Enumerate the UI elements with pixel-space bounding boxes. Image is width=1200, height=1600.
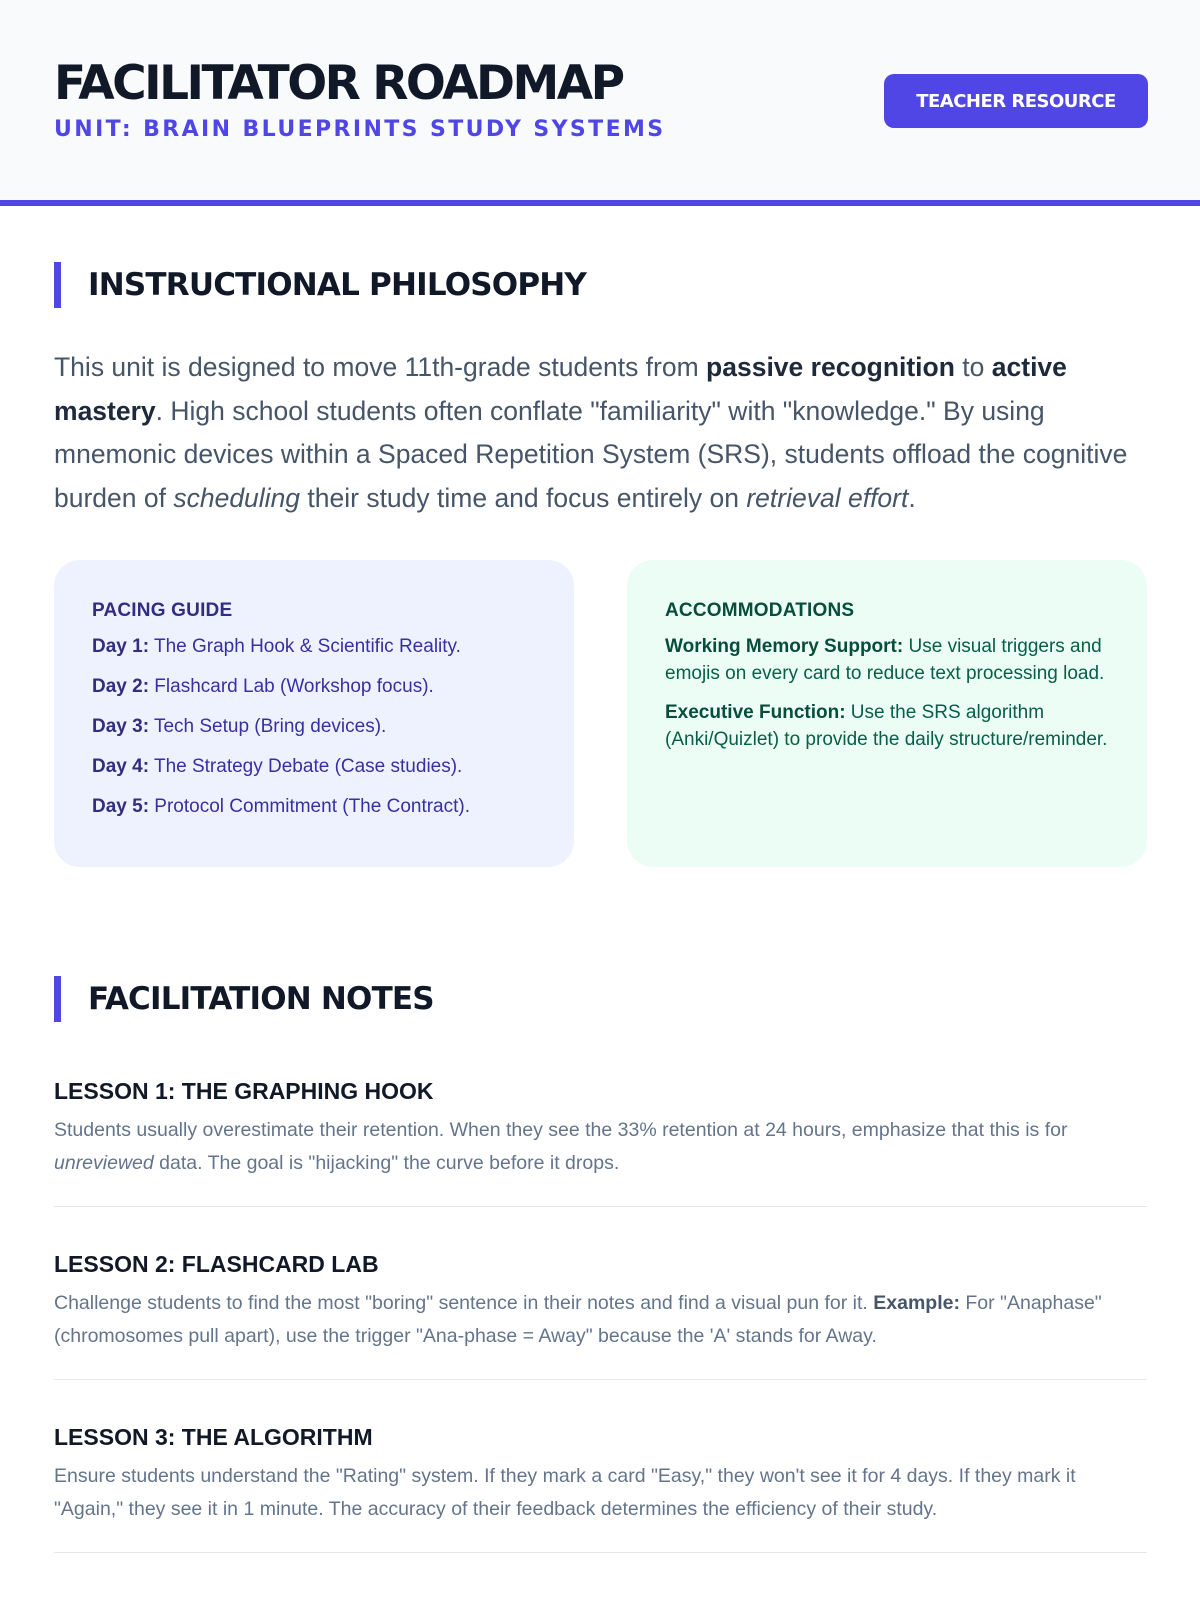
section-heading-philosophy: INSTRUCTIONAL PHILOSOPHY — [54, 262, 586, 308]
accommodation-item: Executive Function: Use the SRS algorithm (Anki/Quizlet) to provide the daily structure/reminder. — [665, 702, 1108, 750]
pacing-guide-card — [54, 560, 574, 867]
pacing-day: Day 3: Tech Setup (Bring devices). — [92, 716, 387, 737]
pacing-day: Day 1: The Graph Hook & Scientific Reality. — [92, 636, 461, 657]
lesson-2-title: LESSON 2: FLASHCARD LAB — [54, 1251, 379, 1277]
accommodations-card — [627, 560, 1147, 867]
page-title: FACILITATOR ROADMAP — [54, 56, 623, 111]
lesson-1-title: LESSON 1: THE GRAPHING HOOK — [54, 1078, 434, 1104]
unit-subtitle: UNIT: BRAIN BLUEPRINTS STUDY SYSTEMS — [54, 117, 666, 142]
section-heading-facilitation-notes: FACILITATION NOTES — [54, 976, 434, 1022]
teacher-resource-badge: TEACHER RESOURCE — [884, 74, 1148, 128]
lesson-1-note — [54, 1078, 1147, 1207]
page-header — [0, 0, 1200, 206]
lesson-3-note — [54, 1424, 1147, 1553]
accommodation-item: Working Memory Support: Use visual triggers and emojis on every card to reduce text processing load. — [665, 636, 1105, 684]
pacing-day: Day 2: Flashcard Lab (Workshop focus). — [92, 676, 434, 697]
lesson-1-body: Students usually overestimate their retention. When they see the 33% retention at 24 hours, emphasize that this is for unreviewed data. The goal is "hijacking" the curve before it drops. — [54, 1119, 1068, 1174]
pacing-day: Day 4: The Strategy Debate (Case studies). — [92, 756, 463, 777]
accommodations-title: ACCOMMODATIONS — [665, 600, 855, 621]
lesson-2-body: Challenge students to find the most "boring" sentence in their notes and find a visual pun for it. Example: For "Anaphase" (chromosomes pull apart), use the trigger "Ana-phase = Away" because the 'A' stands for Away. — [54, 1292, 1102, 1347]
pacing-guide-title: PACING GUIDE — [92, 600, 233, 621]
pacing-day: Day 5: Protocol Commitment (The Contract). — [92, 796, 471, 817]
philosophy-paragraph: This unit is designed to move 11th-grade students from passive recognition to active mastery. High school students often conflate "familiarity" with "knowledge." By using mnemonic devices within a Spaced Repetition System (SRS), students offload the cognitive burden of scheduling their study time and focus entirely on retrieval effort. — [54, 352, 1128, 513]
lesson-3-body: Ensure students understand the "Rating" system. If they mark a card "Easy," they won't see it for 4 days. If they mark it "Again," they see it in 1 minute. The accuracy of their feedback determines the efficiency of their study. — [54, 1465, 1076, 1520]
lesson-3-title: LESSON 3: THE ALGORITHM — [54, 1424, 373, 1450]
lesson-2-note — [54, 1251, 1147, 1380]
